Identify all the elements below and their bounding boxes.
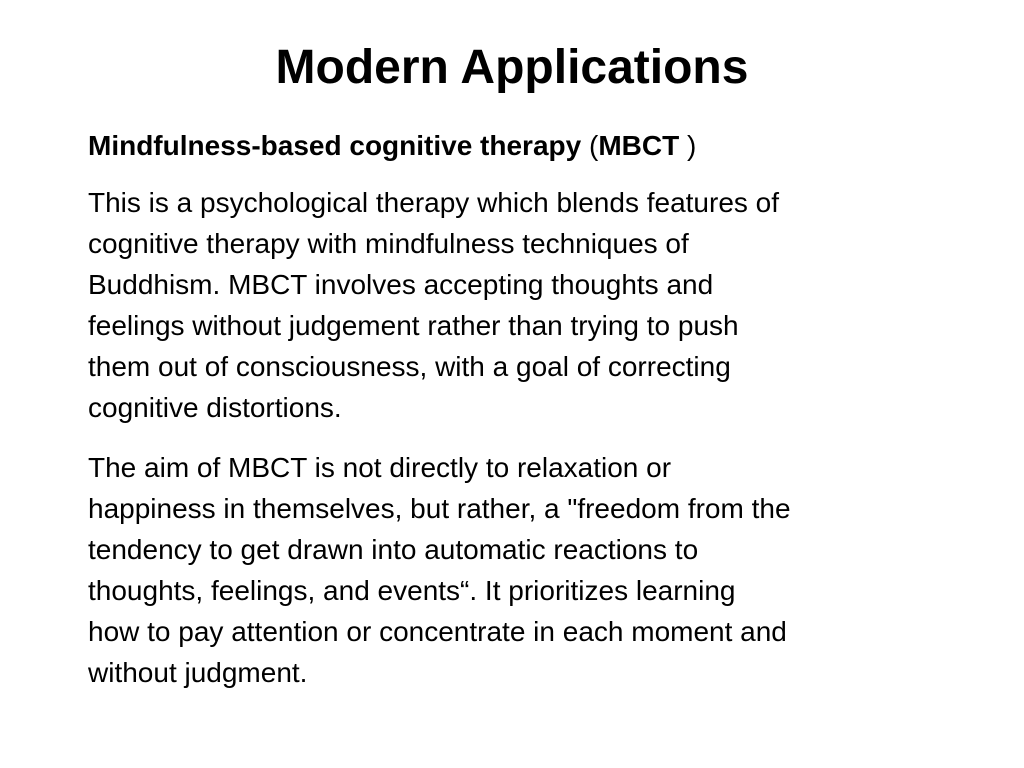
subtitle-abbreviation: MBCT bbox=[598, 130, 680, 161]
slide-body bbox=[88, 124, 968, 712]
paragraph-definition: This is a psychological therapy which blends features of cognitive therapy with mindfulness techniques of Buddhism. MBCT involves accepting thoughts and feelings without judgement rather than trying to push them out of consciousness, with a goal of correcting cognitive distortions. bbox=[88, 187, 780, 423]
subtitle-close-paren: ) bbox=[679, 130, 697, 161]
slide-subtitle bbox=[88, 124, 968, 168]
slide-title: Modern Applications bbox=[275, 41, 749, 94]
subtitle-open-paren: ( bbox=[581, 130, 599, 161]
subtitle-term: Mindfulness-based cognitive therapy bbox=[88, 130, 582, 161]
paragraph-aim: The aim of MBCT is not directly to relaxation or happiness in themselves, but rather, a "freedom from the tendency to get drawn into automatic reactions to thoughts, feelings, and events“. It prioritizes learning how to pay attention or concentrate in each moment and without judgment. bbox=[88, 452, 791, 688]
